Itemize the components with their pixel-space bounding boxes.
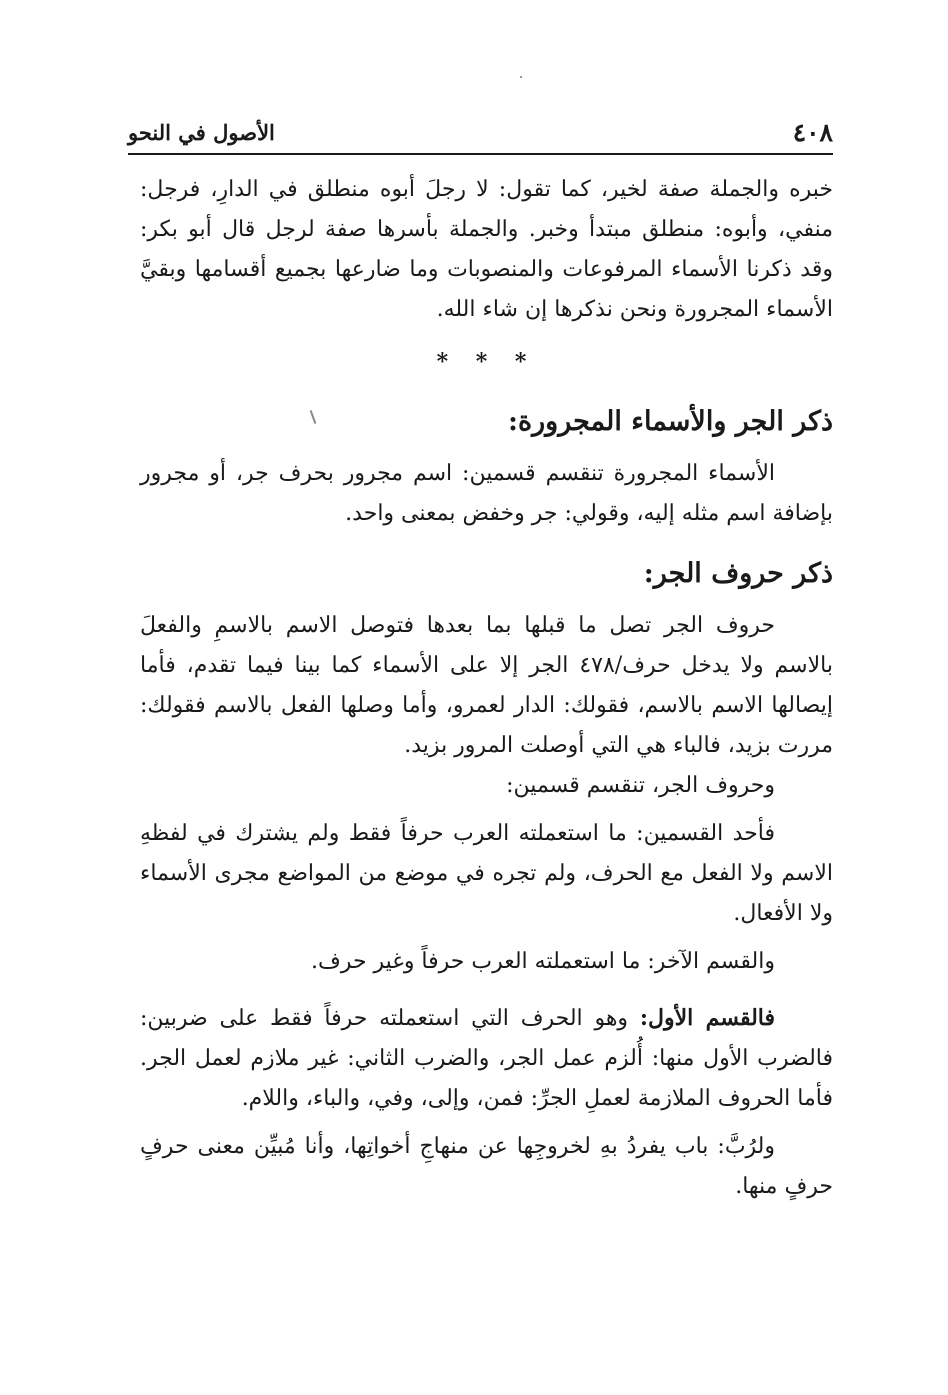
scan-speck bbox=[520, 76, 522, 78]
section-separator: * * * bbox=[436, 349, 537, 375]
paragraph-huruf-function: حروف الجر تصل ما قبلها بما بعدها فتوصل الاسم بالاسمِ والفعلَ بالاسم ولا يدخل حرف/٤٧٨ الجر إلا على الأسماء كما بينا فيما تقدم، فأما إيصالها الاسم بالاسم، فقولك: الدار لعمرو، وأما وصلها الفعل بالاسم فقولك: مررت بزيد، فالباء هي التي أوصلت المرور بزيد. bbox=[140, 613, 833, 758]
paragraph-second-division: والقسم الآخر: ما استعملته العرب حرفاً وغير حرف. bbox=[311, 949, 775, 974]
paragraph-majrur-definition: الأسماء المجرورة تنقسم قسمين: اسم مجرور بحرف جر، أو مجرور بإضافة اسم مثله إليه، وقولي: جر وخفض بمعنى واحد. bbox=[140, 461, 833, 526]
paragraph-first-division: فأحد القسمين: ما استعملته العرب حرفاً فقط ولم يشترك في لفظهِ الاسم ولا الفعل مع الحرف، ولم تجره في موضع من المواضع مجرى الأسماء ولا الأفعال. bbox=[140, 821, 833, 926]
paragraph-lead-term: فالقسم الأول: bbox=[639, 1005, 776, 1031]
running-header bbox=[128, 118, 833, 154]
paragraph-first-part bbox=[140, 998, 833, 1119]
header-rule bbox=[128, 153, 833, 155]
paragraph-continuation: خبره والجملة صفة لخير، كما تقول: لا رجلَ أبوه منطلق في الدارِ، فرجل: منفي، وأبوه: منطلق مبتدأ وخبر. والجملة بأسرها صفة لرجل قال أبو بكر: وقد ذكرنا الأسماء المرفوعات والمنصوبات وما ضارعها بجميع أقسامها وبقيَّ الأسماء المجرورة ونحن نذكرها إن شاء الله. bbox=[140, 177, 833, 322]
running-title: الأصول في النحو bbox=[128, 120, 275, 145]
paragraph-rubba: ولرُبَّ: باب يفردُ بهِ لخروجِها عن منهاجِ أخواتِها، وأنا مُبيِّن معنى حرفٍ حرفٍ منها. bbox=[140, 1134, 833, 1199]
body-text bbox=[140, 170, 833, 1207]
section-heading-huruf-aljar: ذكر حروف الجر: bbox=[643, 558, 833, 589]
section-heading-majrur: ذكر الجر والأسماء المجرورة: bbox=[508, 406, 833, 437]
page-number: ٤٠٨ bbox=[792, 118, 833, 147]
paragraph-division-intro: وحروف الجر، تنقسم قسمين: bbox=[506, 773, 775, 798]
paragraph-first-part-text: وهو الحرف التي استعملته حرفاً فقط على ضربين: فالضرب الأول منها: أُلزم عمل الجر، والضرب الثاني: غير ملازم لعمل الجر. فأما الحروف الملازمة لعملِ الجرِّ: فمن، وإلى، وفي، والباء، واللام. bbox=[140, 1006, 833, 1111]
